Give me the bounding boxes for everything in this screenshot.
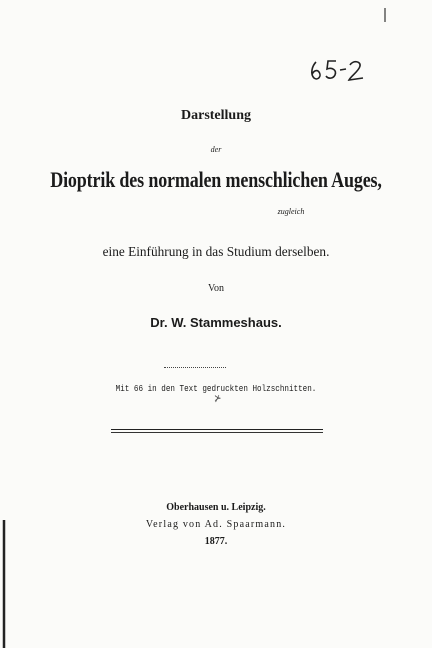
title-line-1: Darstellung — [181, 108, 251, 123]
publication-place: Oberhausen u. Leipzig. — [166, 502, 266, 513]
illustration-note: Mit 66 in den Text gedruckten Holzschnitten. — [115, 383, 317, 394]
double-rule-thick — [111, 429, 323, 430]
author-name: Dr. W. Stammeshaus. — [150, 315, 282, 330]
main-title: Dioptrik des normalen menschlichen Auges, — [50, 167, 382, 192]
double-rule-thin — [111, 432, 323, 433]
subtitle: eine Einführung in das Studium derselben. — [102, 245, 330, 260]
decorative-divider — [164, 367, 226, 368]
publication-year: 1877. — [204, 536, 228, 547]
title-connector-der: der — [210, 145, 222, 154]
handwritten-shelf-number — [306, 56, 366, 82]
stray-mark: ⊁ — [214, 393, 222, 403]
author-prefix: Von — [208, 283, 224, 294]
title-connector-zugleich: zugleich — [277, 207, 305, 216]
page-edge-shadow — [0, 520, 9, 648]
publisher: Verlag von Ad. Spaarmann. — [145, 519, 287, 530]
margin-mark — [383, 8, 387, 24]
